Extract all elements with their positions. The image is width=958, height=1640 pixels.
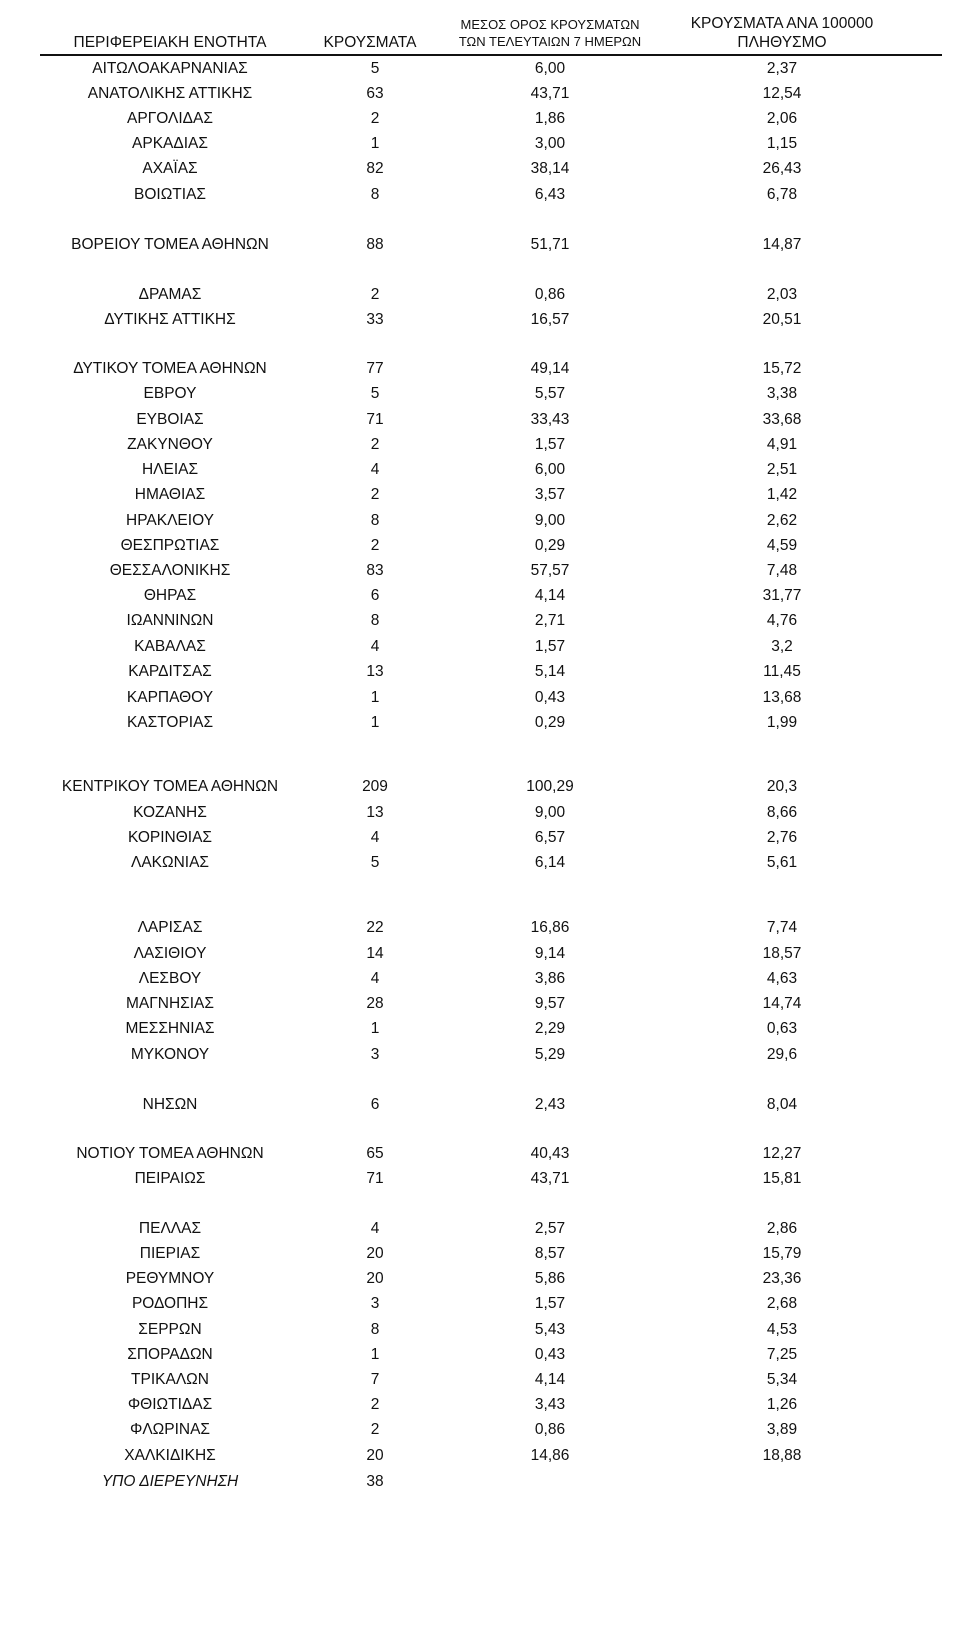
- table-row: [0, 1471, 958, 1493]
- cases-cell: 13: [366, 804, 384, 821]
- header-per100k-line2: ΠΛΗΘΥΣΜΟ: [737, 34, 827, 51]
- header-divider: [40, 54, 942, 56]
- table-row: [0, 510, 958, 532]
- cases-cell: 1: [370, 689, 380, 706]
- per100k-cell: 4,53: [766, 1321, 798, 1338]
- table-row: [0, 1293, 958, 1315]
- per100k-cell: 1,26: [766, 1396, 798, 1413]
- per100k-cell: 2,86: [766, 1220, 798, 1237]
- region-cell: ΘΗΡΑΣ: [143, 587, 197, 604]
- region-cell: ΕΥΒΟΙΑΣ: [136, 411, 204, 428]
- region-cell: ΠΕΙΡΑΙΩΣ: [134, 1170, 206, 1187]
- table-row: [0, 1243, 958, 1265]
- cases-cell: 88: [366, 236, 384, 253]
- cases-cell: 14: [366, 945, 384, 962]
- cases-cell: 6: [370, 1096, 380, 1113]
- header-per100k-line1: ΚΡΟΥΣΜΑΤΑ ΑΝΑ 100000: [690, 15, 874, 32]
- avg7-cell: 6,00: [534, 60, 566, 77]
- region-cell: ΑΡΓΟΛΙΔΑΣ: [127, 110, 213, 127]
- region-cell: ΥΠΟ ΔΙΕΡΕΥΝΗΣΗ: [101, 1473, 239, 1490]
- per100k-cell: 15,79: [762, 1245, 802, 1262]
- region-cell: ΛΕΣΒΟΥ: [138, 970, 202, 987]
- cases-cell: 2: [370, 436, 380, 453]
- per100k-cell: 5,34: [766, 1371, 798, 1388]
- table-row: [0, 968, 958, 990]
- per100k-cell: 3,89: [766, 1421, 798, 1438]
- avg7-cell: 5,14: [534, 663, 566, 680]
- avg7-cell: 43,71: [530, 85, 570, 102]
- table-row: [0, 661, 958, 683]
- cases-cell: 5: [370, 854, 380, 871]
- cases-cell: 28: [366, 995, 384, 1012]
- avg7-cell: 9,00: [534, 804, 566, 821]
- table-row: [0, 383, 958, 405]
- cases-cell: 5: [370, 385, 380, 402]
- region-cell: ΖΑΚΥΝΘΟΥ: [127, 436, 213, 453]
- table-row: [0, 58, 958, 80]
- region-cell: ΑΝΑΤΟΛΙΚΗΣ ΑΤΤΙΚΗΣ: [87, 85, 253, 102]
- cases-cell: 2: [370, 1396, 380, 1413]
- per100k-cell: 1,99: [766, 714, 798, 731]
- avg7-cell: 43,71: [530, 1170, 570, 1187]
- cases-cell: 8: [370, 1321, 380, 1338]
- avg7-cell: 2,57: [534, 1220, 566, 1237]
- region-cell: ΑΧΑΪΑΣ: [142, 160, 198, 177]
- avg7-cell: 0,29: [534, 714, 566, 731]
- region-cell: ΒΟΙΩΤΙΑΣ: [134, 186, 206, 203]
- region-cell: ΣΠΟΡΑΔΩΝ: [127, 1346, 213, 1363]
- cases-cell: 1: [370, 1020, 380, 1037]
- cases-cell: 2: [370, 537, 380, 554]
- cases-cell: 71: [366, 1170, 384, 1187]
- per100k-cell: 15,81: [762, 1170, 802, 1187]
- table-row: [0, 309, 958, 331]
- table-row: [0, 234, 958, 256]
- avg7-cell: 1,86: [534, 110, 566, 127]
- table-row: [0, 917, 958, 939]
- cases-cell: 83: [366, 562, 384, 579]
- per100k-cell: 20,51: [762, 311, 802, 328]
- avg7-cell: 6,14: [534, 854, 566, 871]
- per100k-cell: 2,68: [766, 1295, 798, 1312]
- avg7-cell: 5,29: [534, 1046, 566, 1063]
- cases-cell: 71: [366, 411, 384, 428]
- table-row: [0, 133, 958, 155]
- cases-cell: 22: [366, 919, 384, 936]
- per100k-cell: 3,2: [771, 638, 793, 655]
- avg7-cell: 9,14: [534, 945, 566, 962]
- region-cell: ΘΕΣΠΡΩΤΙΑΣ: [120, 537, 220, 554]
- cases-cell: 2: [370, 1421, 380, 1438]
- header-avg7-line2: ΤΩΝ ΤΕΛΕΥΤΑΙΩΝ 7 ΗΜΕΡΩΝ: [458, 34, 642, 49]
- per100k-cell: 2,62: [766, 512, 798, 529]
- header-region: ΠΕΡΙΦΕΡΕΙΑΚΗ ΕΝΟΤΗΤΑ: [73, 34, 267, 51]
- table-row: [0, 560, 958, 582]
- table-row: [0, 1044, 958, 1066]
- table-row: [0, 1168, 958, 1190]
- per100k-cell: 12,54: [762, 85, 802, 102]
- avg7-cell: 2,43: [534, 1096, 566, 1113]
- per100k-cell: 20,3: [766, 778, 798, 795]
- region-cell: ΧΑΛΚΙΔΙΚΗΣ: [124, 1447, 216, 1464]
- per100k-cell: 6,78: [766, 186, 798, 203]
- avg7-cell: 5,86: [534, 1270, 566, 1287]
- per100k-cell: 0,63: [766, 1020, 798, 1037]
- table-row: [0, 1218, 958, 1240]
- avg7-cell: 9,00: [534, 512, 566, 529]
- per100k-cell: 5,61: [766, 854, 798, 871]
- per100k-cell: 1,15: [766, 135, 798, 152]
- region-cell: ΡΟΔΟΠΗΣ: [131, 1295, 209, 1312]
- per100k-cell: 18,57: [762, 945, 802, 962]
- table-row: [0, 585, 958, 607]
- header-cases: ΚΡΟΥΣΜΑΤΑ: [323, 34, 417, 51]
- table-row: [0, 1419, 958, 1441]
- per100k-cell: 14,87: [762, 236, 802, 253]
- avg7-cell: 1,57: [534, 1295, 566, 1312]
- region-cell: ΚΟΡΙΝΘΙΑΣ: [127, 829, 213, 846]
- avg7-cell: 5,43: [534, 1321, 566, 1338]
- header-avg7-line1: ΜΕΣΟΣ ΟΡΟΣ ΚΡΟΥΣΜΑΤΩΝ: [460, 17, 640, 32]
- per100k-cell: 18,88: [762, 1447, 802, 1464]
- region-cell: ΠΕΛΛΑΣ: [138, 1220, 202, 1237]
- cases-cell: 4: [370, 970, 380, 987]
- region-cell: ΑΙΤΩΛΟΑΚΑΡΝΑΝΙΑΣ: [92, 60, 248, 77]
- table-row: [0, 802, 958, 824]
- table-row: [0, 1394, 958, 1416]
- avg7-cell: 100,29: [526, 778, 574, 795]
- region-cell: ΕΒΡΟΥ: [143, 385, 197, 402]
- table-row: [0, 1143, 958, 1165]
- cases-cell: 5: [370, 60, 380, 77]
- cases-cell: 4: [370, 638, 380, 655]
- region-cell: ΜΥΚΟΝΟΥ: [130, 1046, 210, 1063]
- avg7-cell: 0,86: [534, 286, 566, 303]
- per100k-cell: 1,42: [766, 486, 798, 503]
- avg7-cell: 8,57: [534, 1245, 566, 1262]
- avg7-cell: 4,14: [534, 1371, 566, 1388]
- per100k-cell: 26,43: [762, 160, 802, 177]
- region-cell: ΚΑΡΠΑΘΟΥ: [126, 689, 214, 706]
- region-cell: ΔΥΤΙΚΗΣ ΑΤΤΙΚΗΣ: [104, 311, 236, 328]
- cases-cell: 65: [366, 1145, 384, 1162]
- region-cell: ΛΑΡΙΣΑΣ: [137, 919, 203, 936]
- avg7-cell: 3,86: [534, 970, 566, 987]
- per100k-cell: 15,72: [762, 360, 802, 377]
- table-row: [0, 1369, 958, 1391]
- cases-cell: 63: [366, 85, 384, 102]
- per100k-cell: 13,68: [762, 689, 802, 706]
- cases-cell: 13: [366, 663, 384, 680]
- avg7-cell: 6,57: [534, 829, 566, 846]
- avg7-cell: 0,29: [534, 537, 566, 554]
- region-cell: ΝΟΤΙΟΥ ΤΟΜΕΑ ΑΘΗΝΩΝ: [76, 1145, 264, 1162]
- cases-cell: 2: [370, 110, 380, 127]
- table-row: [0, 1094, 958, 1116]
- header-per100k: [662, 14, 902, 52]
- table-row: [0, 1344, 958, 1366]
- region-cell: ΔΡΑΜΑΣ: [138, 286, 202, 303]
- table-row: [0, 459, 958, 481]
- avg7-cell: 49,14: [530, 360, 570, 377]
- cases-cell: 77: [366, 360, 384, 377]
- avg7-cell: 51,71: [530, 236, 570, 253]
- table-row: [0, 1445, 958, 1467]
- avg7-cell: 6,00: [534, 461, 566, 478]
- cases-cell: 3: [370, 1295, 380, 1312]
- region-cell: ΤΡΙΚΑΛΩΝ: [131, 1371, 209, 1388]
- cases-cell: 20: [366, 1270, 384, 1287]
- avg7-cell: 40,43: [530, 1145, 570, 1162]
- region-cell: ΜΑΓΝΗΣΙΑΣ: [126, 995, 214, 1012]
- region-cell: ΚΑΒΑΛΑΣ: [134, 638, 206, 655]
- avg7-cell: 1,57: [534, 436, 566, 453]
- region-cell: ΛΑΚΩΝΙΑΣ: [130, 854, 210, 871]
- cases-cell: 20: [366, 1447, 384, 1464]
- region-cell: ΗΡΑΚΛΕΙΟΥ: [126, 512, 214, 529]
- region-cell: ΗΛΕΙΑΣ: [141, 461, 199, 478]
- avg7-cell: 2,29: [534, 1020, 566, 1037]
- region-cell: ΦΘΙΩΤΙΔΑΣ: [127, 1396, 213, 1413]
- table-row: [0, 83, 958, 105]
- table-row: [0, 687, 958, 709]
- cases-cell: 20: [366, 1245, 384, 1262]
- per100k-cell: 7,48: [766, 562, 798, 579]
- per100k-cell: 14,74: [762, 995, 802, 1012]
- region-cell: ΘΕΣΣΑΛΟΝΙΚΗΣ: [109, 562, 231, 579]
- table-row: [0, 776, 958, 798]
- per100k-cell: 29,6: [766, 1046, 798, 1063]
- cases-cell: 1: [370, 1346, 380, 1363]
- table-row: [0, 610, 958, 632]
- table-row: [0, 827, 958, 849]
- region-cell: ΡΕΘΥΜΝΟΥ: [125, 1270, 215, 1287]
- avg7-cell: 9,57: [534, 995, 566, 1012]
- cases-cell: 8: [370, 612, 380, 629]
- per100k-cell: 4,63: [766, 970, 798, 987]
- table-row: [0, 284, 958, 306]
- region-cell: ΙΩΑΝΝΙΝΩΝ: [126, 612, 214, 629]
- per100k-cell: 4,76: [766, 612, 798, 629]
- region-cell: ΚΟΖΑΝΗΣ: [133, 804, 207, 821]
- region-cell: ΝΗΣΩΝ: [142, 1096, 198, 1113]
- table-row: [0, 409, 958, 431]
- table-row: [0, 1268, 958, 1290]
- avg7-cell: 14,86: [530, 1447, 570, 1464]
- per100k-cell: 8,04: [766, 1096, 798, 1113]
- cases-cell: 1: [370, 135, 380, 152]
- avg7-cell: 3,00: [534, 135, 566, 152]
- region-cell: ΚΕΝΤΡΙΚΟΥ ΤΟΜΕΑ ΑΘΗΝΩΝ: [61, 778, 279, 795]
- per100k-cell: 23,36: [762, 1270, 802, 1287]
- region-cell: ΔΥΤΙΚΟΥ ΤΟΜΕΑ ΑΘΗΝΩΝ: [73, 360, 267, 377]
- avg7-cell: 0,43: [534, 689, 566, 706]
- region-cell: ΜΕΣΣΗΝΙΑΣ: [125, 1020, 215, 1037]
- avg7-cell: 1,57: [534, 638, 566, 655]
- per100k-cell: 7,74: [766, 919, 798, 936]
- per100k-cell: 12,27: [762, 1145, 802, 1162]
- avg7-cell: 3,43: [534, 1396, 566, 1413]
- region-cell: ΣΕΡΡΩΝ: [138, 1321, 202, 1338]
- region-cell: ΦΛΩΡΙΝΑΣ: [129, 1421, 211, 1438]
- avg7-cell: 33,43: [530, 411, 570, 428]
- table-row: [0, 535, 958, 557]
- region-cell: ΒΟΡΕΙΟΥ ΤΟΜΕΑ ΑΘΗΝΩΝ: [71, 236, 269, 253]
- cases-cell: 2: [370, 486, 380, 503]
- cases-cell: 4: [370, 829, 380, 846]
- table-row: [0, 434, 958, 456]
- table-row: [0, 852, 958, 874]
- table-row: [0, 158, 958, 180]
- avg7-cell: 16,57: [530, 311, 570, 328]
- per100k-cell: 2,03: [766, 286, 798, 303]
- region-cell: ΑΡΚΑΔΙΑΣ: [132, 135, 208, 152]
- cases-cell: 33: [366, 311, 384, 328]
- table-row: [0, 993, 958, 1015]
- table-row: [0, 636, 958, 658]
- per100k-cell: 11,45: [763, 663, 801, 680]
- per100k-cell: 2,06: [766, 110, 798, 127]
- table-row: [0, 358, 958, 380]
- region-cell: ΗΜΑΘΙΑΣ: [134, 486, 206, 503]
- per100k-cell: 33,68: [762, 411, 802, 428]
- avg7-cell: 0,86: [534, 1421, 566, 1438]
- avg7-cell: 38,14: [530, 160, 570, 177]
- table-row: [0, 108, 958, 130]
- per100k-cell: 7,25: [766, 1346, 798, 1363]
- cases-cell: 7: [370, 1371, 380, 1388]
- cases-cell: 82: [366, 160, 384, 177]
- table-row: [0, 943, 958, 965]
- region-cell: ΛΑΣΙΘΙΟΥ: [133, 945, 207, 962]
- per100k-cell: 2,37: [766, 60, 798, 77]
- cases-cell: 2: [370, 286, 380, 303]
- cases-cell: 6: [370, 587, 380, 604]
- table-row: [0, 1319, 958, 1341]
- per100k-cell: 3,38: [766, 385, 798, 402]
- table-row: [0, 484, 958, 506]
- table-row: [0, 712, 958, 734]
- avg7-cell: 5,57: [534, 385, 566, 402]
- region-cell: ΚΑΡΔΙΤΣΑΣ: [128, 663, 212, 680]
- per100k-cell: 2,76: [766, 829, 798, 846]
- cases-cell: 8: [370, 512, 380, 529]
- cases-cell: 209: [362, 778, 388, 795]
- cases-cell: 4: [370, 461, 380, 478]
- avg7-cell: 4,14: [534, 587, 566, 604]
- cases-cell: 38: [366, 1473, 384, 1490]
- table-row: [0, 1018, 958, 1040]
- table-row: [0, 184, 958, 206]
- region-cell: ΠΙΕΡΙΑΣ: [139, 1245, 201, 1262]
- cases-cell: 3: [370, 1046, 380, 1063]
- region-cell: ΚΑΣΤΟΡΙΑΣ: [126, 714, 214, 731]
- avg7-cell: 2,71: [534, 612, 566, 629]
- per100k-cell: 8,66: [766, 804, 798, 821]
- avg7-cell: 6,43: [534, 186, 566, 203]
- cases-cell: 8: [370, 186, 380, 203]
- avg7-cell: 0,43: [534, 1346, 566, 1363]
- avg7-cell: 16,86: [530, 919, 570, 936]
- cases-cell: 4: [370, 1220, 380, 1237]
- avg7-cell: 57,57: [530, 562, 570, 579]
- avg7-cell: 3,57: [534, 486, 566, 503]
- per100k-cell: 31,77: [762, 587, 802, 604]
- per100k-cell: 2,51: [766, 461, 798, 478]
- cases-cell: 1: [370, 714, 380, 731]
- header-avg7: [440, 16, 660, 50]
- per100k-cell: 4,91: [766, 436, 798, 453]
- per100k-cell: 4,59: [766, 537, 798, 554]
